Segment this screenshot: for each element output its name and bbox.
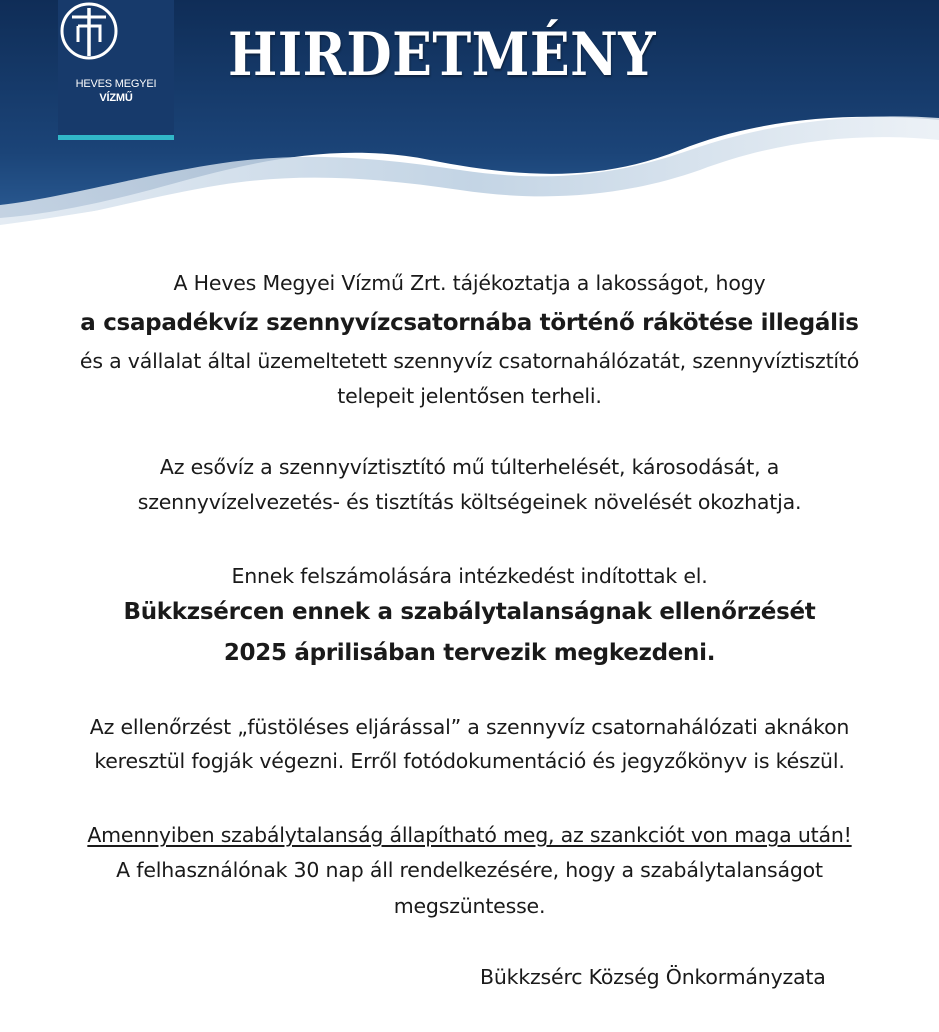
- paragraph-4-line-1: Az ellenőrzést „füstöléses eljárással” a szennyvíz csatornahálózati aknákon: [89, 715, 850, 739]
- paragraph-3-line-3: 2025 áprilisában tervezik megkezdeni.: [223, 640, 716, 666]
- paragraph-5-line-1: Amennyiben szabálytalanság állapítható meg, az szankciót von maga után!: [87, 823, 852, 847]
- logo-text-vizmu: VÍZMŰ: [99, 92, 133, 104]
- water-utility-logo-icon: [58, 0, 120, 62]
- paragraph-3-line-1: Ennek felszámolására intézkedést indítottak el.: [231, 564, 708, 588]
- header-banner: [0, 0, 939, 250]
- paragraph-1-line-4: telepeit jelentősen terheli.: [337, 384, 602, 408]
- paragraph-5-line-3: megszüntesse.: [393, 894, 546, 918]
- signature: Bükkzsérc Község Önkormányzata: [480, 965, 826, 989]
- logo-accent-bar: [58, 135, 174, 140]
- paragraph-5-line-2: A felhasználónak 30 nap áll rendelkezésére, hogy a szabálytalanságot: [116, 858, 823, 882]
- logo-text-heves-megyei: HEVES MEGYEI: [75, 78, 157, 90]
- paragraph-2-line-1: Az esővíz a szennyvíztisztító mű túlterhelését, károsodását, a: [159, 455, 780, 479]
- company-logo: [58, 0, 174, 140]
- page-title: HIRDETMÉNY: [228, 20, 656, 90]
- paragraph-2-line-2: szennyvízelvezetés- és tisztítás költségeinek növelését okozhatja.: [137, 490, 802, 514]
- paragraph-3-line-2: Bükkzsércen ennek a szabálytalanságnak ellenőrzését: [123, 599, 816, 625]
- paragraph-1-line-1: A Heves Megyei Vízmű Zrt. tájékoztatja a lakosságot, hogy: [173, 271, 766, 295]
- paragraph-1-line-3: és a vállalat által üzemeltetett szennyvíz csatornahálózatát, szennyvíztisztító: [79, 349, 860, 373]
- paragraph-4-line-2: keresztül fogják végezni. Erről fotódokumentáció és jegyzőkönyv is készül.: [94, 749, 845, 773]
- paragraph-1-line-2: a csapadékvíz szennyvízcsatornába történő rákötése illegális: [80, 310, 859, 336]
